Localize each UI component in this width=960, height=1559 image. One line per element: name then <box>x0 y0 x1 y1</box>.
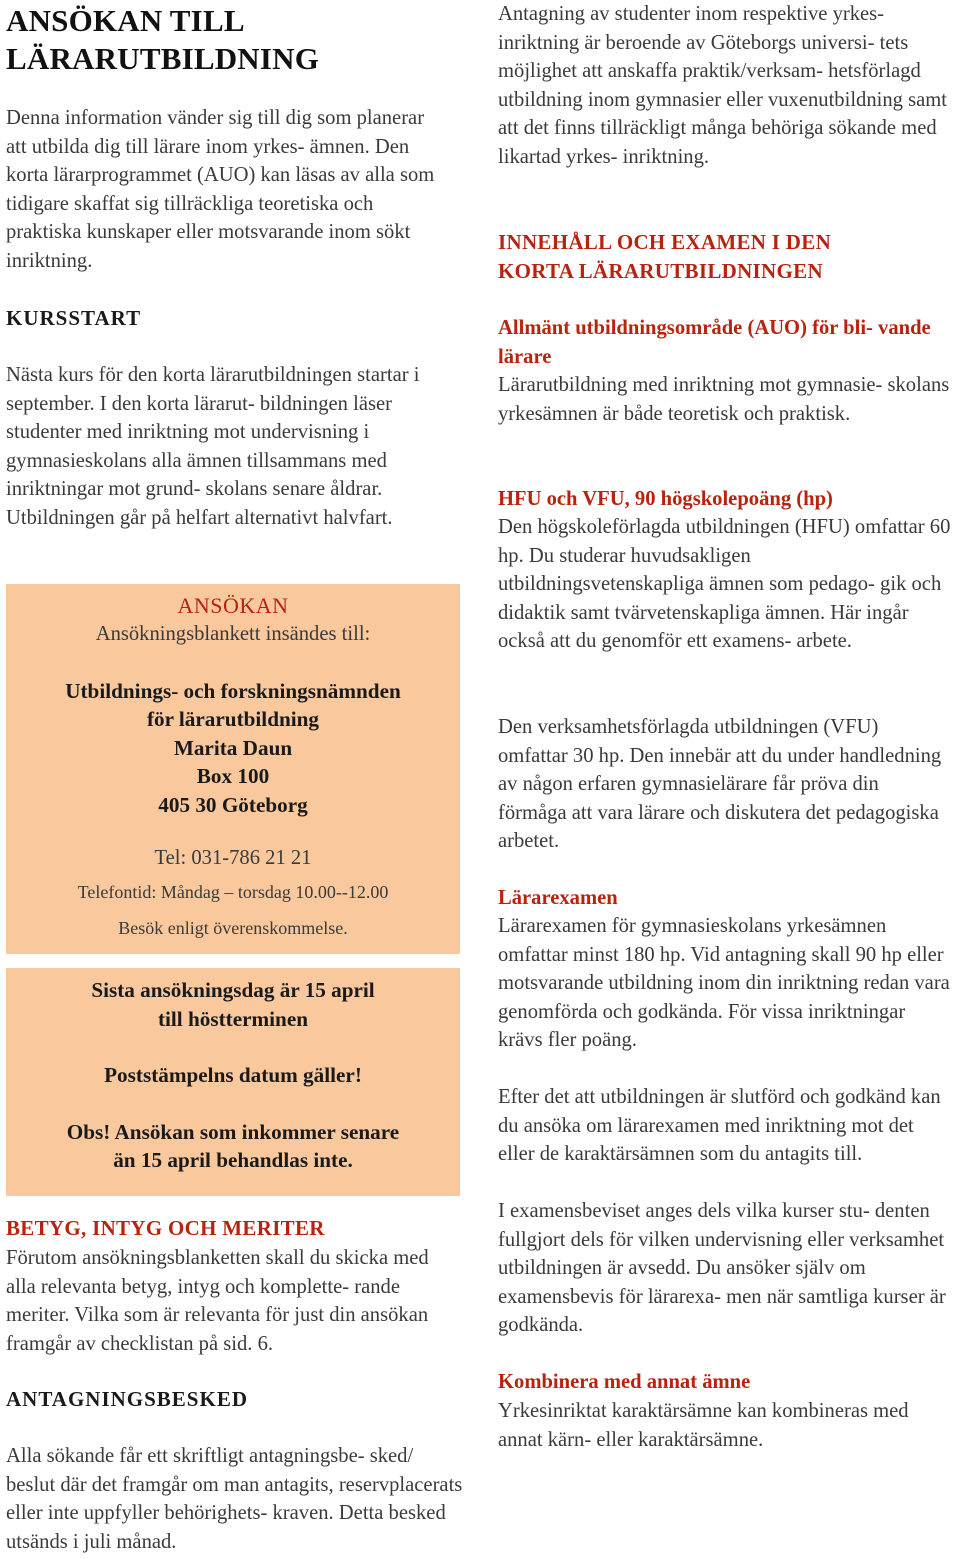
deadline-line-1: Sista ansökningsdag är 15 april <box>91 978 375 1002</box>
page-title <box>6 0 468 78</box>
antagningsbesked-heading: ANTAGNINGSBESKED <box>6 1387 248 1411</box>
betyg-paragraph: Förutom ansökningsblanketten skall du skicka med alla relevanta betyg, intyg och komplette- rande meriter. Vilka som är relevanta för just din ansökan framgår av checklistan på sid. 6. <box>6 1247 429 1355</box>
kombinera-paragraph: Yrkesinriktat karaktärsämne kan kombineras med annat kärn- eller karaktärsämne. <box>498 1400 909 1451</box>
kursstart-paragraph: Nästa kurs för den korta lärarutbildningen startar i september. I den korta lärarut- bildningen läser studenter med inriktning mot undervisning i gymnasieskolans alla ämnen tillsammans med inriktningar mot grund- skolans senare åldrar. Utbildningen går på helfart alternativt halvfart. <box>6 364 420 529</box>
box-subtitle: Ansökningsblankett insändes till: <box>95 623 371 645</box>
auo-heading: Allmänt utbildningsområde (AUO) för bli- vande lärare <box>498 317 931 368</box>
address-line-1: Utbildnings- och forskningsnämnden <box>65 678 401 703</box>
address-line-3: Marita Daun <box>173 735 293 760</box>
examen-heading: Lärarexamen <box>498 887 618 909</box>
kursstart-heading: KURSSTART <box>6 306 142 330</box>
box-title: ANSÖKAN <box>177 593 289 618</box>
content-exam-heading-line-1: INNEHÅLL OCH EXAMEN I DEN <box>498 230 832 254</box>
kombinera-heading: Kombinera med annat ämne <box>498 1371 751 1393</box>
hfu-heading: HFU och VFU, 90 högskolepoäng (hp) <box>498 488 833 510</box>
deadline-line-2: till höstterminen <box>157 1006 309 1031</box>
obs-line-2: än 15 april behandlas inte. <box>113 1148 353 1173</box>
deadline-box <box>6 968 460 1196</box>
right-intro-paragraph: Antagning av studenter inom respektive yrkes- inriktning är beroende av Göteborgs universi- tets möjlighet att anskaffa praktik/verksam- hetsförlagd utbildning inom gymnasier eller vuxenutbildning samt att det finns tillräckligt många behöriga sökande med likartad yrkes- inriktning. <box>498 3 948 168</box>
application-address-box <box>6 584 460 954</box>
phone-hours: Telefontid: Måndag – torsdag 10.00--12.00 <box>77 882 389 903</box>
title-line-2: LÄRARUTBILDNING <box>6 41 320 76</box>
examen-paragraph-3: I examensbeviset anges dels vilka kurser stu- denten fullgjort dels för vilken undervisning eller verksamhet utbildningen är avsedd. Du ansöker själv om examensbevis för lärarexa- men när samtliga kurser är godkända. <box>498 1200 946 1337</box>
vfu-paragraph: Den verksamhetsförlagda utbildningen (VFU) omfattar 30 hp. Den innebär att du under handledning av någon erfaren gymnasielärare får pröva din förmåga att vara lärare och diskutera det pedagogiska arbetet. <box>498 716 942 853</box>
phone-number: Tel: 031-786 21 21 <box>154 846 312 869</box>
title-line-1: ANSÖKAN TILL <box>6 3 245 38</box>
address-line-2: för lärarutbildning <box>146 707 320 732</box>
content-exam-heading <box>498 228 954 285</box>
left-column <box>6 0 468 1553</box>
examen-paragraph-1: Lärarexamen för gymnasieskolans yrkesämnen omfattar minst 180 hp. Vid antagning skall 90 hp eller motsvarande utbildning inom din inriktning redan vara genomförda och godkända. För vissa inriktningar krävs fler poäng. <box>498 915 950 1052</box>
hfu-paragraph: Den högskoleförlagda utbildningen (HFU) omfattar 60 hp. Du studerar huvudsakligen utbildningsvetenskapliga ämnen som pedago- gik och didaktik samt tvärvetenskapliga ämnen. Här ingår också att du genomför ett examens- arbete. <box>498 516 951 653</box>
betyg-heading: BETYG, INTYG OCH MERITER <box>6 1216 325 1240</box>
address-line-5: 405 30 Göteborg <box>158 792 308 817</box>
auo-paragraph: Lärarutbildning med inriktning mot gymnasie- skolans yrkesämnen är både teoretisk och praktisk. <box>498 374 950 425</box>
content-exam-heading-line-2: KORTA LÄRARUTBILDNINGEN <box>498 258 823 283</box>
address-line-4: Box 100 <box>196 764 270 789</box>
postmark-note: Poststämpelns datum gäller! <box>104 1063 362 1088</box>
intro-paragraph: Denna information vänder sig till dig som planerar att utbilda dig till lärare inom yrkes- ämnen. Den korta lärarprogrammet (AUO) kan läsas av alla som tidigare skaffat sig tillräckliga teoretiska och praktiska kunskaper eller motsvarande inom sökt inriktning. <box>6 107 435 272</box>
obs-line-1: Obs! Ansökan som inkommer senare <box>66 1119 400 1144</box>
antagningsbesked-paragraph: Alla sökande får ett skriftligt antagningsbe- sked/ beslut där det framgår om man antagits, reservplacerats eller inte uppfyller behörighets- kraven. Detta besked utsänds i juli månad. <box>6 1445 463 1553</box>
examen-paragraph-2: Efter det att utbildningen är slutförd och godkänd kan du ansöka om lärarexamen med inriktning mot det eller de karaktärsämnen som du antagits till. <box>498 1086 941 1166</box>
visit-note: Besök enligt överenskommelse. <box>118 918 348 939</box>
